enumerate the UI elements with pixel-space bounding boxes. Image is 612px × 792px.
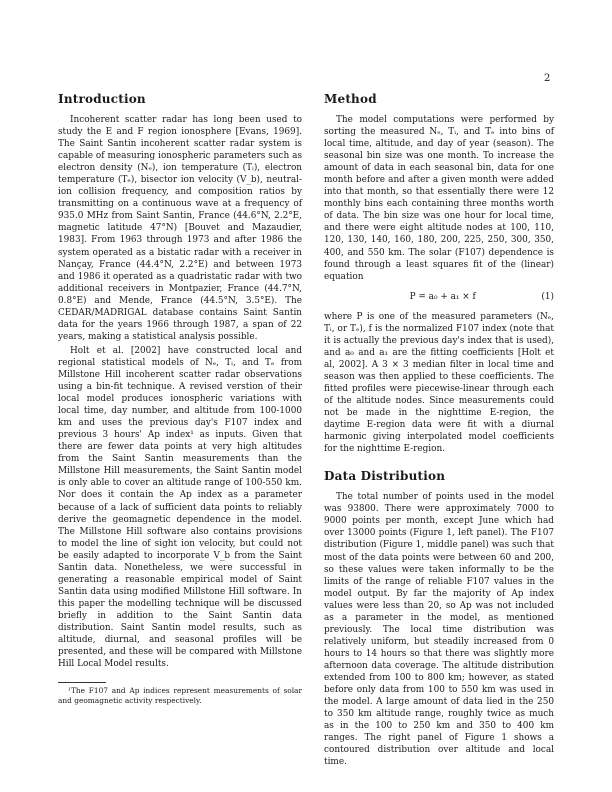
right-column [324, 92, 554, 768]
method-heading: Method [324, 92, 377, 106]
method-paragraph-2: where P is one of the measured parameters (Nₑ, Tᵢ, or Tₑ), f is the normalized F107 index (note that it is actually the previous day's index that is used), and a₀ and a₁ are the fitting coefficients [Holt et al, 2002]. A 3 × 3 median filter in local time and season was then applied to these coefficients. The fitted profiles were piecewise-linear through each of the altitude nodes. Since measurements could not be made in the nighttime E-region, the daytime E-region data were fit with a diurnal harmonic giving interpolated model coefficients for the nighttime E-region. [324, 311, 554, 455]
data-distribution-paragraph: The total number of points used in the model was 93800. There were approximately 7000 to 9000 points per month, except June which had over 13000 points (Figure 1, left panel). The F107 distribution (Figure 1, middle panel) was such that most of the data points were between 60 and 200, so these values were taken informally to be the limits of the range of reliable F107 values in the model output. By far the majority of Ap index values were less than 20, so Ap was not included as a parameter in the model, as mentioned previously. The local time distribution was relatively uniform, but steadily increased from 0 hours to 14 hours so that there was slightly more afternoon data coverage. The altitude distribution extended from 100 to 800 km; however, as stated before only data from 100 to 550 km was used in the model. A large amount of data lied in the 250 to 350 km altitude range, roughly twice as much as in the 100 to 250 km and 350 to 400 km ranges. The right panel of Figure 1 shows a contoured distribution over altitude and local time. [324, 492, 554, 768]
introduction-paragraph-2: Holt et al. [2002] have constructed local and regional statistical models of Nₑ, Tᵢ, and Tₑ from Millstone Hill incoherent scatter radar observations using a bin-fit technique. A revised verstion of their local model produces ionospheric variations with local time, day number, and altitude from 100-1000 km and uses the previous day's F107 index and previous 3 hours' Ap index¹ as inputs. Given that there are fewer data points at very high altitudes from the Saint Santin measurements than the Millstone Hill measurements, the Saint Santin model is only able to cover an altitude range of 100-550 km. Nor does it contain the Ap index as a parameter because of a lack of sufficient data points to reliably derive the geomagnetic dependence in the model. The Millstone Hill software also contains provisions to model the line of sight ion velocity, but could not be easily adapted to incorporate V_b from the Saint Santin data. Nonetheless, we were successful in generating a reasonable empirical model of Saint Santin data using modified Millstone Hill software. In this paper the modelling technique will be discussed briefly in addition to the Saint Santin data distribution. Saint Santin model results, such as altitude, diurnal, and seasonal profiles will be presented, and these will be compared with Millstone Hill Local Model results. [58, 345, 302, 670]
data-distribution-heading: Data Distribution [324, 469, 446, 484]
footnote: ¹The F107 and Ap indices represent measurements of solar and geomagnetic activity respectively. [58, 686, 302, 706]
equation-number: (1) [541, 291, 554, 302]
equation-body: P = a₀ + a₁ × f [409, 291, 476, 302]
left-column [58, 92, 302, 706]
page-number: 2 [544, 73, 551, 84]
method-paragraph-1: The model computations were performed by sorting the measured Nₑ, Tᵢ, and Tₑ into bins of local time, altitude, and day of year (season). The seasonal bin size was one month. To increase the amount of data in each seasonal bin, data for one month before and after a given month were added into that month, so that essentially there were 12 monthly bins each containing three months worth of data. The bin size was one hour for local time, and there were eight altitude nodes at 100, 110, 120, 130, 140, 160, 180, 200, 225, 250, 300, 350, 400, and 550 km. The solar (F107) dependence is found through a least squares fit of the (linear) equation [324, 115, 554, 282]
introduction-heading: Introduction [58, 92, 146, 106]
equation-1 [324, 291, 554, 303]
footnote-rule [58, 682, 106, 683]
introduction-paragraph-1: Incoherent scatter radar has long been used to study the E and F region ionosphere [Evans, 1969]. The Saint Santin incoherent scatter radar system is capable of measuring ionospheric parameters such as electron density (Nₑ), ion temperature (Tᵢ), electron temperature (Tₑ), bisector ion velocity (V_b), neutral-ion collision frequency, and composition ratios by transmitting on a continuous wave at a frequency of 935.0 MHz from Saint Santin, France (44.6°N, 2.2°E, magnetic latitude 47°N) [Bouvet and Mazaudier, 1983]. From 1963 through 1973 and after 1986 the system operated as a bistatic radar with a receiver in Nançay, France (44.4°N, 2.2°E) and between 1973 and 1986 it operated as a quadristatic radar with two additional receivers in Montpazier, France (44.7°N, 0.8°E) and Mende, France (44.5°N, 3.5°E). The CEDAR/MADRIGAL database contains Saint Santin data for the years 1966 through 1987, a span of 22 years, making a statistical analysis possible. [58, 115, 302, 342]
